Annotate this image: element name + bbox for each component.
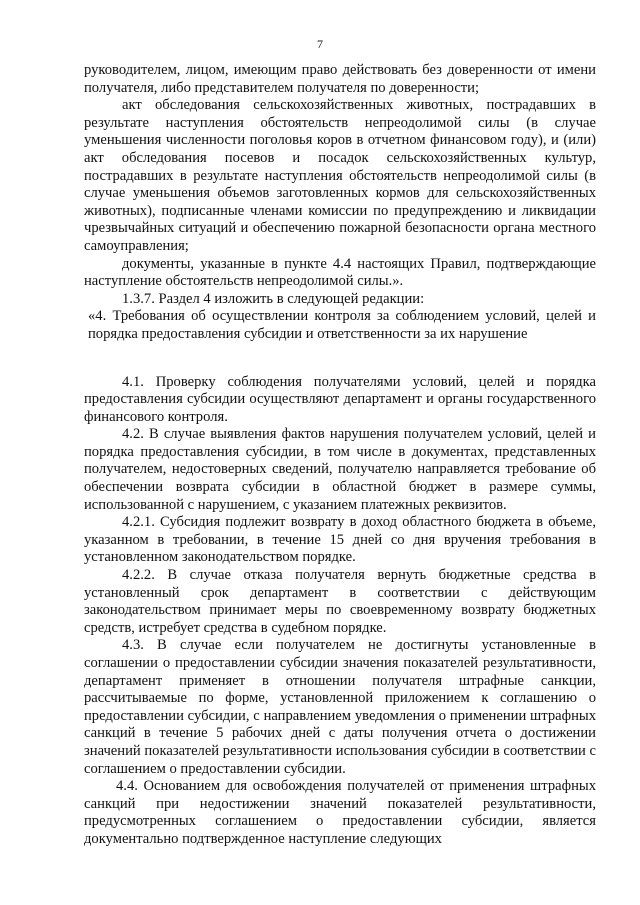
- page-number: 7: [317, 37, 323, 51]
- paragraph: документы, указанные в пункте 4.4 настоящих Правил, подтверждающие наступление обстоятельств непреодолимой силы.».: [84, 255, 596, 290]
- paragraph: 4.1. Проверку соблюдения получателями условий, целей и порядка предоставления субсидии осуществляют департамент и органы государственного финансового контроля.: [84, 373, 596, 425]
- paragraph: акт обследования сельскохозяйственных животных, пострадавших в результате наступления обстоятельств непреодолимой силы (в случае уменьшения численности поголовья коров в отчетном финансовом году), и (или) акт обследования посевов и посадок сельскохозяйственных культур, пострадавших в результате наступления обстоятельств непреодолимой силы (в случае уменьшения объемов заготовленных кормов для сельскохозяйственных животных), подписанные членами комиссии по предупреждению и ликвидации чрезвычайных ситуаций и обеспечению пожарной безопасности органа местного самоуправления;: [84, 97, 596, 254]
- paragraph: 4.2. В случае выявления фактов нарушения получателем условий, целей и порядка предоставления субсидии, в том числе в документах, представленных получателем, недостоверных сведений, получателю направляется требование об обеспечении возврата субсидии в областной бюджет в размере суммы, использованной с нарушением, с указанием платежных реквизитов.: [84, 426, 596, 513]
- paragraph: руководителем, лицом, имеющим право действовать без доверенности от имени получателя, либо представителем получателя по доверенности;: [84, 62, 596, 96]
- paragraph: 4.2.2. В случае отказа получателя вернуть бюджетные средства в установленный срок департамент в соответствии с действующим законодательством принимает меры по своевременному возврату бюджетных средств, истребует средства в судебном порядке.: [84, 567, 596, 636]
- section-heading: «4. Требования об осуществлении контроля за соблюдением условий, целей и порядка предоставления субсидии и ответственности за их нарушение: [88, 308, 596, 342]
- paragraph: 4.4. Основанием для освобождения получателей от применения штрафных санкций при недостижении значений показателей результативности, предусмотренных соглашением о предоставлении субсидии, является документально подтвержденное наступление следующих: [84, 778, 596, 847]
- paragraph: 1.3.7. Раздел 4 изложить в следующей редакции:: [122, 290, 425, 307]
- spacer: [84, 344, 596, 374]
- paragraph: 4.2.1. Субсидия подлежит возврату в доход областного бюджета в объеме, указанном в требовании, в течение 15 дней со дня вручения требования в установленном законодательством порядке.: [84, 514, 596, 566]
- document-body: [84, 62, 596, 849]
- paragraph: 4.3. В случае если получателем не достигнуты установленные в соглашении о предоставлении субсидии значения показателей результативности, департамент применяет в отношении получателя штрафные санкции, рассчитываемые по форме, установленной приложением к соглашению о предоставлении субсидии, с направлением уведомления о применении штрафных санкций в течение 5 рабочих дней с даты получения отчета о достижении значений показателей результативности использования субсидии в соответствии с соглашением о предоставлении субсидии.: [84, 637, 596, 777]
